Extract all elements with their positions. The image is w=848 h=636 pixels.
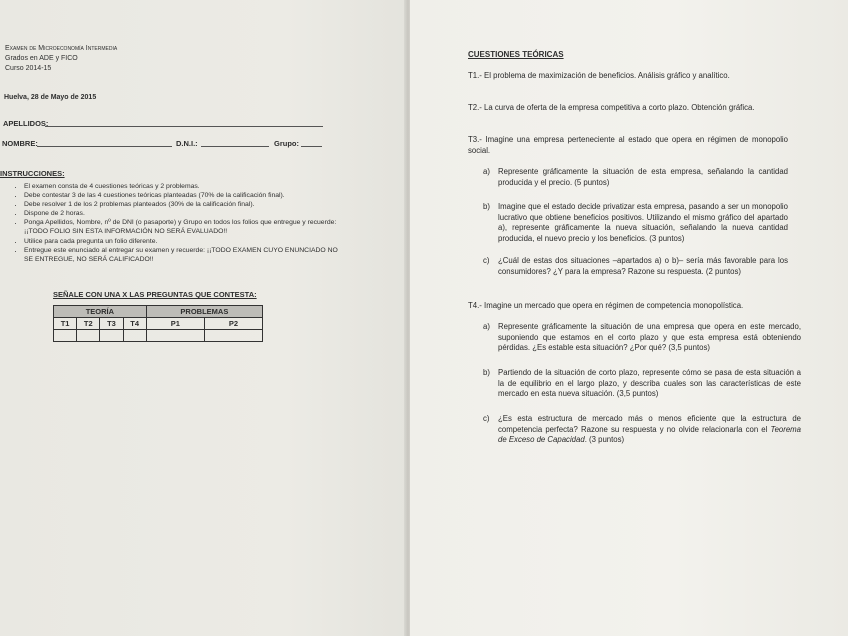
column-label: P2 <box>204 318 262 330</box>
t3-part-a: Represente gráficamente la situación de esta empresa, señalando la cantidad producida y el precio. (5 puntos) <box>498 167 788 187</box>
t4-part-c-points: . (3 puntos) <box>584 435 625 444</box>
instructions-title: INSTRUCCIONES: <box>0 169 65 178</box>
instruction-item: • El examen consta de 4 cuestiones teóricas y 2 problemas. <box>24 182 344 191</box>
apellidos-line[interactable] <box>45 126 323 127</box>
right-page <box>410 0 848 636</box>
column-label: T3 <box>100 318 123 330</box>
question-t2: T2.- La curva de oferta de la empresa competitiva a corto plazo. Obtención gráfica. <box>468 103 755 112</box>
table-header-row <box>54 306 263 318</box>
instruction-item: • Debe contestar 3 de las 4 cuestiones teóricas planteadas (70% de la calificación final). <box>24 191 344 200</box>
instruction-item: • Debe resolver 1 de los 2 problemas planteados (30% de la calificación final). <box>24 200 344 209</box>
instructions-list <box>14 182 344 264</box>
instruction-item: • Dispone de 2 horas. <box>24 209 344 218</box>
mark-cell-t4[interactable] <box>123 330 146 342</box>
theory-questions-title: CUESTIONES TEÓRICAS <box>468 50 564 59</box>
dni-label: D.N.I.: <box>176 139 198 148</box>
exam-date: Huelva, 28 de Mayo de 2015 <box>4 94 97 101</box>
column-label: P1 <box>146 318 204 330</box>
t3-letter-c: c) <box>483 256 490 265</box>
column-label: T1 <box>54 318 77 330</box>
instruction-item: • Ponga Apellidos, Nombre, nº de DNI (o pasaporte) y Grupo en todos los folios que entregue y recuerde: ¡¡TODO FOLIO SIN ESTA INFORMACIÓN NO SERÁ EVALUADO!! <box>24 218 344 236</box>
answer-selection-table <box>53 305 263 342</box>
left-page <box>0 0 408 636</box>
t4-letter-a: a) <box>483 322 490 331</box>
t3-part-b: Imagine que el estado decide privatizar esta empresa, pasando a ser un monopolio lucrativo que obtiene beneficios positivos. Utilizando el mismo gráfico del apartado a), represente gráficamente la nueva situación, señalando la nueva cantidad producida, el nuevo precio y los beneficios. (3 puntos) <box>498 202 788 243</box>
nombre-label: NOMBRE: <box>2 139 38 148</box>
t4-part-a: Represente gráficamente la situación de una empresa que opera en este mercado, suponiendo que estamos en el corto plazo y que esta empresa está obteniendo pérdidas. ¿Es estable esta situación? ¿Por qué? (3,5 puntos) <box>498 322 801 352</box>
t3-letter-a: a) <box>483 167 490 176</box>
course-line: Curso 2014-15 <box>5 65 52 72</box>
t3-part-c: ¿Cuál de estas dos situaciones –apartados a) o b)– sería más favorable para los consumidores? ¿Y para la empresa? Razone su respuesta. (2 puntos) <box>498 256 788 276</box>
teoria-header: TEORÍA <box>54 306 147 318</box>
t3-letter-b: b) <box>483 202 490 211</box>
grupo-line[interactable] <box>301 146 322 147</box>
problemas-header: PROBLEMAS <box>146 306 262 318</box>
table-column-row <box>54 318 263 330</box>
instruction-item: • Entregue este enunciado al entregar su examen y recuerde: ¡¡TODO EXAMEN CUYO ENUNCIADO NO SE ENTREGUE, NO SERÁ CALIFICADO!! <box>24 246 344 264</box>
mark-cell-t3[interactable] <box>100 330 123 342</box>
dni-line[interactable] <box>201 146 269 147</box>
t4-part-c-theorem: Teorema de Exceso de Capacidad <box>498 424 802 444</box>
apellidos-label: APELLIDOS: <box>3 119 49 128</box>
table-title: SEÑALE CON UNA X LAS PREGUNTAS QUE CONTESTA: <box>53 290 257 299</box>
mark-cell-p2[interactable] <box>204 330 262 342</box>
table-mark-row <box>54 330 263 342</box>
t4-part-c <box>498 414 801 446</box>
instruction-item: • Utilice para cada pregunta un folio diferente. <box>24 237 344 246</box>
degrees-line: Grados en ADE y FICO <box>5 55 78 62</box>
t4-part-c-text: ¿Es esta estructura de mercado más o menos eficiente que la estructura de competencia perfecta? Razone su respuesta y no olvide relacionarla con el <box>498 414 801 434</box>
t4-letter-c: c) <box>483 414 490 423</box>
mark-cell-t2[interactable] <box>77 330 100 342</box>
t4-letter-b: b) <box>483 368 490 377</box>
exam-title: Examen de Microeconomía Intermedia <box>5 45 118 52</box>
column-label: T4 <box>123 318 146 330</box>
t4-part-b: Partiendo de la situación de corto plazo, represente cómo se pasa de esta situación a la de equilibrio en el largo plazo, y describa cuales son las características de este mercado en esta nueva situación. (3,5 puntos) <box>498 368 801 398</box>
mark-cell-t1[interactable] <box>54 330 77 342</box>
question-t1: T1.- El problema de maximización de beneficios. Análisis gráfico y analítico. <box>468 71 730 80</box>
column-label: T2 <box>77 318 100 330</box>
grupo-label: Grupo: <box>274 139 299 148</box>
mark-cell-p1[interactable] <box>146 330 204 342</box>
nombre-line[interactable] <box>37 146 172 147</box>
question-t3-head: T3.- Imagine una empresa perteneciente al estado que opera en régimen de monopolio social. <box>468 135 788 155</box>
question-t4-head: T4.- Imagine un mercado que opera en régimen de competencia monopolística. <box>468 301 744 310</box>
